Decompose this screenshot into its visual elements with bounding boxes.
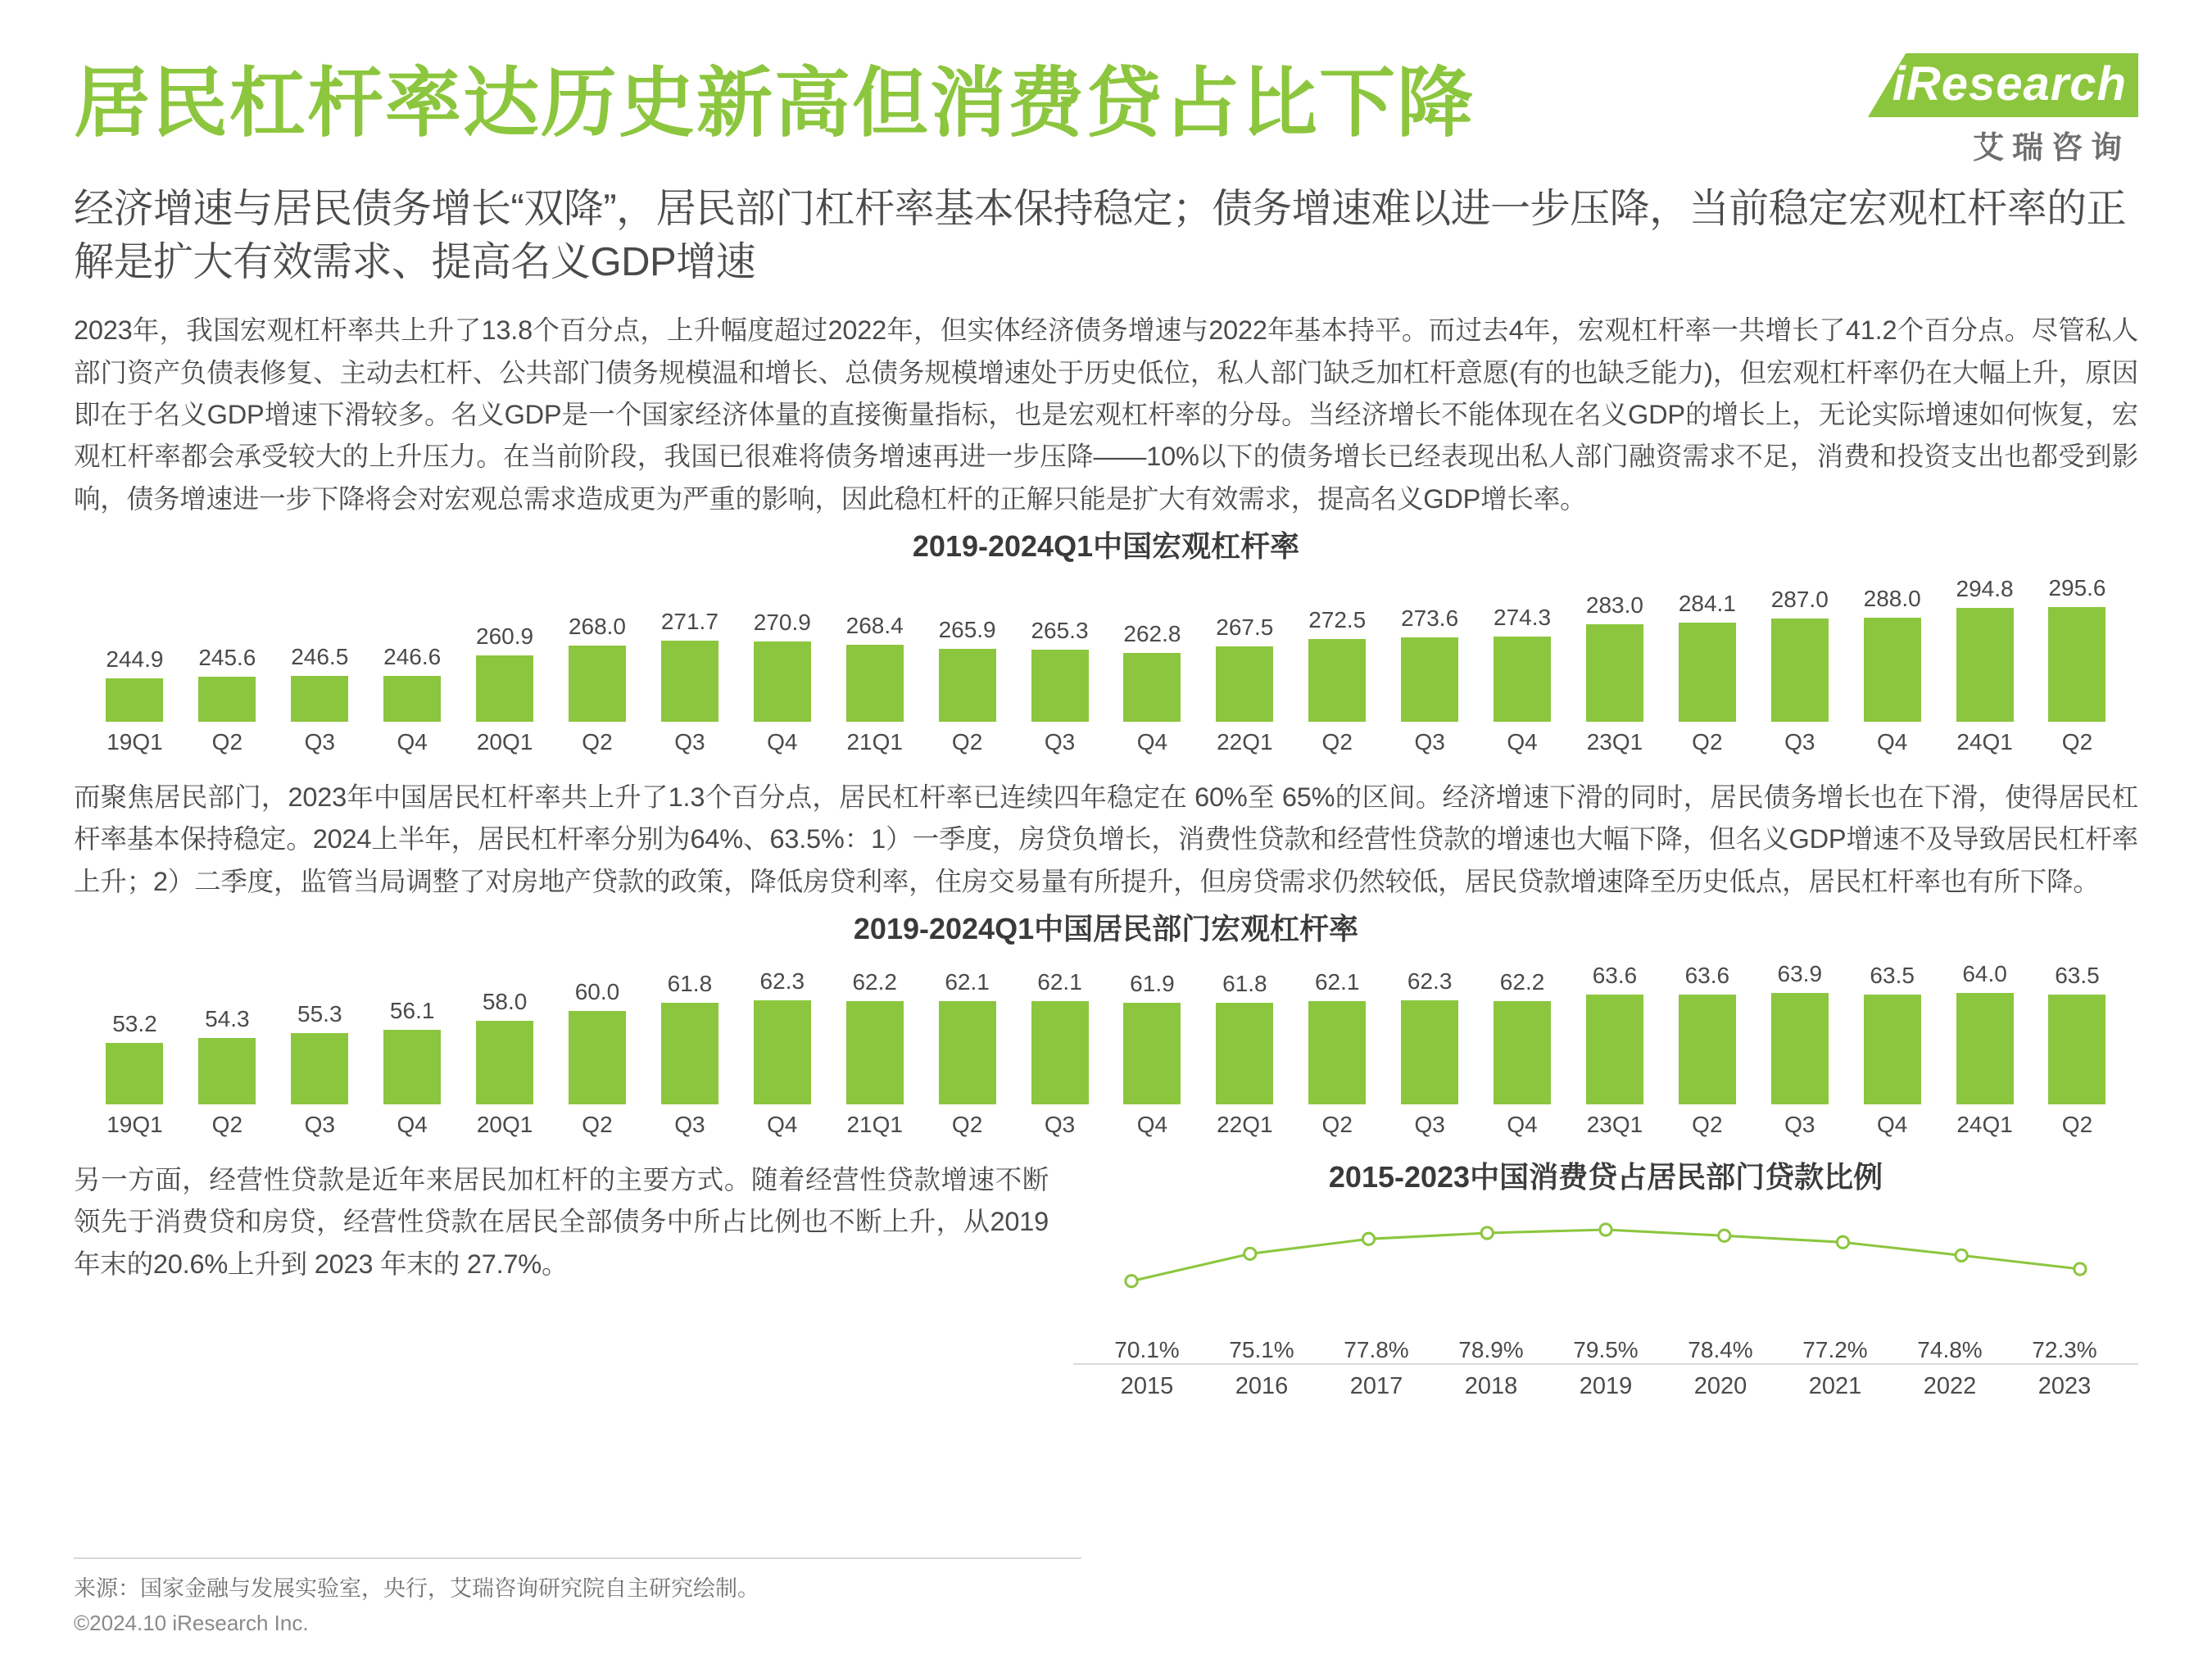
bar-value-label: 272.5 [1308,607,1367,633]
bar [846,1001,904,1104]
header [74,45,2138,168]
bar [1586,624,1643,722]
bar-column [1013,953,1106,1104]
chart-3-value-labels [1073,1337,2138,1363]
page-title: 居民杠杆率达历史新高但消费贷占比下降 [74,61,1475,146]
bar-column [1753,953,1846,1104]
bar [1771,993,1829,1104]
bar-column [921,953,1013,1104]
axis-tick-label: Q3 [1044,1112,1076,1138]
bar-column [828,953,921,1104]
bar-column [1476,570,1569,722]
axis-tick-label: Q2 [951,1112,983,1138]
bar [383,676,441,722]
axis-tick-label: Q4 [1136,1112,1168,1138]
axis-tick-label: Q4 [767,729,798,755]
bar-value-label: 62.3 [759,968,805,995]
axis-tick-label: 21Q1 [846,1112,903,1138]
bar [939,1001,996,1104]
bar-value-label: 58.0 [482,988,528,1014]
bar-column [551,570,644,722]
bar-column [1384,570,1476,722]
bar [846,645,904,722]
bar-column [181,570,274,722]
bar-column [1569,570,1661,722]
axis-tick-label: Q2 [1321,729,1353,755]
line-data-point [1126,1276,1137,1287]
axis-tick-label: Q4 [767,1112,798,1138]
bar-column [459,570,551,722]
axis-tick-label: 22Q1 [1217,729,1273,755]
axis-tick-label: 22Q1 [1217,1112,1273,1138]
bar-column [1938,953,2031,1104]
bar [1401,637,1458,722]
bar-column [1569,953,1661,1104]
bar [1123,1003,1181,1105]
line-value-label: 72.3% [2032,1337,2097,1363]
bar-value-label: 63.5 [2055,963,2100,989]
chart-3-wrap [1073,1201,2138,1400]
bar-column [366,953,459,1104]
bar-column [274,953,366,1104]
bar-value-label: 262.8 [1123,620,1181,646]
bar-column [1106,570,1199,722]
bar-column [88,570,181,722]
iresearch-logo [1868,53,2138,165]
line-value-label: 77.2% [1802,1337,1868,1363]
axis-tick-label: 21Q1 [846,729,903,755]
bar-value-label: 284.1 [1678,591,1736,617]
bar-value-label: 294.8 [1956,575,2014,601]
bar [754,641,811,722]
axis-tick-label: 2016 [1235,1373,1289,1400]
source-note: 来源：国家金融与发展实验室，央行，艾瑞咨询研究院自主研究绘制。 [74,1557,1081,1602]
line-chart-svg [1073,1201,2138,1301]
bar-value-label: 62.1 [1314,969,1360,995]
axis-tick-label: Q2 [1692,1112,1723,1138]
bar [1031,650,1089,723]
bar-value-label: 63.6 [1592,962,1638,988]
bottom-section [74,1151,2138,1400]
bar-value-label: 62.3 [1407,968,1453,995]
axis-tick-label: 19Q1 [107,1112,163,1138]
bar-column [1013,570,1106,722]
bar-column [643,570,736,722]
bar [1586,995,1643,1104]
line-data-point [1719,1230,1730,1241]
axis-tick-label: Q3 [304,729,335,755]
bar-value-label: 64.0 [1962,960,2007,986]
bar [1771,619,1829,722]
axis-tick-label: Q4 [1507,729,1538,755]
bar [1494,1001,1551,1104]
logo-text: iResearch [1892,57,2127,111]
bar-column [643,953,736,1104]
chart-3-axis-labels [1073,1363,2138,1400]
axis-tick-label: 2022 [1923,1373,1977,1400]
axis-tick-label: Q4 [397,1112,428,1138]
line-value-label: 75.1% [1229,1337,1294,1363]
axis-tick-label: 2020 [1693,1373,1747,1400]
bar-value-label: 56.1 [389,997,435,1023]
bar-value-label: 246.5 [291,643,349,669]
copyright-note: ©2024.10 iResearch Inc. [74,1611,309,1635]
bar-value-label: 267.5 [1216,614,1274,640]
bar-value-label: 63.6 [1684,962,1730,988]
axis-tick-label: Q2 [211,1112,243,1138]
bar-value-label: 54.3 [205,1005,250,1031]
bar-value-label: 265.9 [938,616,996,642]
bar-column [1661,570,1753,722]
bar [2048,995,2105,1104]
chart-3-line [1073,1201,2138,1340]
bar-value-label: 268.0 [568,613,627,639]
axis-tick-label: Q2 [2061,729,2093,755]
paragraph-1: 2023年，我国宏观杠杆率共上升了13.8个百分点，上升幅度超过2022年，但实体经济债务增速与2022年基本持平。而过去4年，宏观杠杆率一共增长了41.2个百分点。尽管私人部门资产负债表修复、主动去杠杆、公共部门债务规模温和增长、总债务规模增速处于历史低位，私人部门缺乏加杠杆意愿(有的也缺乏能力)，但宏观杠杆率仍在大幅上升，原因即在于名义GDP增速下滑较多。名义GDP是一个国家经济体量的直接衡量指标，也是宏观杠杆率的分母。当经济增长不能体现在名义GDP的增长上，无论实际增速如何恢复，宏观杠杆率都会承受较大的上升压力。在当前阶段，我国已很难将债务增速再进一步压降——10%以下的债务增长已经表现出私人部门融资需求不足，消费和投资支出也都受到影响，债务增速进一步下降将会对宏观总需求造成更为严重的影响，因此稳杠杆的正解只能是扩大有效需求，提高名义GDP增长率。 [74,315,2138,514]
chart-macro-leverage [74,524,2138,755]
axis-tick-label: Q2 [1692,729,1723,755]
axis-tick-label: Q3 [1784,729,1815,755]
bar-column [2031,953,2124,1104]
axis-tick-label: Q2 [582,729,613,755]
bar [291,676,348,722]
bar [1031,1001,1089,1104]
line-value-label: 78.9% [1458,1337,1524,1363]
line-value-label: 74.8% [1917,1337,1983,1363]
axis-tick-label: 2021 [1808,1373,1862,1400]
bar-value-label: 265.3 [1031,617,1089,643]
axis-tick-label: 23Q1 [1586,1112,1643,1138]
axis-tick-label: Q4 [1876,1112,1908,1138]
bar [1216,1003,1273,1104]
bar-value-label: 62.2 [852,968,897,995]
bar [1123,653,1181,722]
line-data-point [1956,1249,1967,1261]
line-data-point [2074,1263,2086,1275]
bar-value-label: 287.0 [1770,587,1829,613]
axis-tick-label: Q4 [1876,729,1908,755]
line-data-point [1362,1233,1374,1244]
axis-tick-label: 19Q1 [107,729,163,755]
bar-value-label: 61.9 [1130,970,1175,996]
bar-value-label: 268.4 [845,613,904,639]
bar-column [1106,953,1199,1104]
bar [754,1000,811,1104]
bar-column [1476,953,1569,1104]
chart-1-bars [74,570,2138,722]
bar [476,655,533,722]
chart-2-axis-labels [74,1112,2138,1138]
bar-value-label: 244.9 [106,646,164,672]
bar-value-label: 63.9 [1777,961,1823,987]
bar-column [1384,953,1476,1104]
bar [1679,995,1736,1104]
bar [1864,995,1921,1104]
bar-value-label: 60.0 [574,979,620,1005]
paragraph-2: 而聚焦居民部门，2023年中国居民杠杆率共上升了1.3个百分点，居民杠杆率已连续四年稳定在 60%至 65%的区间。经济增速下滑的同时，居民债务增长也在下滑，使得居民杠杆率基本保持稳定。2024上半年，居民杠杆率分别为64%、63.5%：1）一季度，房贷负增长，消费性贷款和经营性贷款的增速也大幅下降，但名义GDP增速不及导致居民杠杆率上升；2）二季度，监管当局调整了对房地产贷款的政策，降低房贷利率，住房交易量有所提升，但房贷需求仍然较低，居民贷款增速降至历史低点，居民杠杆率也有所下降。 [74,782,2138,896]
bar [1401,1000,1458,1104]
bar-value-label: 61.8 [1222,971,1267,997]
axis-tick-label: 2017 [1349,1373,1403,1400]
chart-1-title: 2019-2024Q1中国宏观杠杆率 [912,529,1300,564]
axis-tick-label: Q3 [674,729,705,755]
bar [383,1030,441,1104]
chart-2-bars [74,953,2138,1104]
line-data-point [1600,1224,1611,1235]
bar [661,641,718,722]
axis-tick-label: Q4 [1136,729,1168,755]
bottom-left-text [74,1151,1073,1400]
axis-tick-label: 2018 [1464,1373,1518,1400]
axis-tick-label: Q2 [951,729,983,755]
axis-tick-label: Q3 [304,1112,335,1138]
bar-value-label: 274.3 [1494,605,1552,631]
bar-column [828,570,921,722]
bar-value-label: 260.9 [476,623,534,650]
bar-value-label: 273.6 [1401,605,1459,632]
bar-column [88,953,181,1104]
bar [569,1011,626,1104]
bar-value-label: 271.7 [660,608,718,634]
logo-subtitle: 艾瑞咨询 [1972,131,2130,165]
bar [569,646,626,722]
bar-column [181,953,274,1104]
axis-tick-label: Q3 [1784,1112,1815,1138]
bar [291,1033,348,1104]
bar [476,1021,533,1104]
axis-tick-label: 24Q1 [1956,729,2013,755]
footer [74,1557,1081,1636]
bar-column [736,953,828,1104]
bar-value-label: 62.1 [1037,969,1082,995]
bar-column [1199,953,1291,1104]
bar [198,677,256,722]
bar-value-label: 63.5 [1870,963,1915,989]
bar [1494,637,1551,722]
bar [1864,618,1921,722]
line-series-path [1131,1230,2080,1281]
bar [2048,607,2105,722]
bar-value-label: 246.6 [383,643,442,669]
bar [1308,1001,1366,1104]
bar-column [1291,953,1384,1104]
line-value-label: 79.5% [1573,1337,1639,1363]
bar-column [1753,570,1846,722]
bar-value-label: 288.0 [1863,585,1921,611]
bar [106,1043,163,1104]
bar [106,678,163,723]
axis-tick-label: Q2 [582,1112,613,1138]
bar-column [459,953,551,1104]
bar-value-label: 295.6 [2048,574,2106,601]
bar [1956,993,2014,1105]
axis-tick-label: Q2 [2061,1112,2093,1138]
bar-column [1661,953,1753,1104]
bar [1679,623,1736,722]
axis-tick-label: 2023 [2037,1373,2092,1400]
axis-tick-label: 23Q1 [1586,729,1643,755]
axis-tick-label: Q4 [1507,1112,1538,1138]
axis-tick-label: Q3 [1414,729,1445,755]
bar [1216,646,1273,722]
chart-3-title: 2015-2023中国消费贷占居民部门贷款比例 [1328,1160,1883,1194]
line-data-point [1244,1248,1256,1259]
bar-column [736,570,828,722]
line-data-point [1481,1227,1493,1239]
line-value-label: 78.4% [1688,1337,1753,1363]
bar-value-label: 283.0 [1585,592,1643,619]
bar-column [1938,570,2031,722]
bar-value-label: 55.3 [297,1001,342,1027]
bar-value-label: 270.9 [753,609,811,635]
paragraph-3: 另一方面，经营性贷款是近年来居民加杠杆的主要方式。随着经营性贷款增速不断领先于消费贷和房贷，经营性贷款在居民全部债务中所占比例也不断上升，从2019年末的20.6%上升到 2023 年末的 27.7%。 [74,1165,1049,1279]
axis-tick-label: Q3 [674,1112,705,1138]
chart-2-title: 2019-2024Q1中国居民部门宏观杠杆率 [853,912,1359,946]
bar-value-label: 62.2 [1499,968,1545,995]
bar-column [2031,570,2124,722]
axis-tick-label: 2019 [1579,1373,1633,1400]
chart-1-axis-labels [74,729,2138,755]
line-value-label: 77.8% [1344,1337,1409,1363]
bar-column [921,570,1013,722]
axis-tick-label: 20Q1 [476,1112,533,1138]
axis-tick-label: Q2 [211,729,243,755]
axis-tick-label: 20Q1 [476,729,533,755]
line-value-label: 70.1% [1114,1337,1180,1363]
axis-tick-label: Q4 [397,729,428,755]
bar [1308,639,1366,722]
bar [939,649,996,723]
chart-household-leverage [74,906,2138,1138]
axis-tick-label: 24Q1 [1956,1112,2013,1138]
bar-column [551,953,644,1104]
bar-column [1846,953,1938,1104]
axis-tick-label: Q3 [1044,729,1076,755]
bar [198,1038,256,1104]
axis-tick-label: Q2 [1321,1112,1353,1138]
bar-column [1199,570,1291,722]
subtitle: 经济增速与居民债务增长“双降”，居民部门杠杆率基本保持稳定；债务增速难以进一步压降，当前稳定宏观杠杆率的正解是扩大有效需求、提高名义GDP增速 [74,187,2127,284]
bar-column [274,570,366,722]
bar [661,1003,718,1104]
line-data-point [1837,1236,1848,1248]
chart-consumer-loan-share [1073,1151,2138,1400]
bar-column [366,570,459,722]
bar [1956,608,2014,722]
bar-value-label: 53.2 [112,1011,157,1037]
axis-tick-label: 2015 [1120,1373,1174,1400]
bar-column [1846,570,1938,722]
bar-value-label: 61.8 [667,971,713,997]
axis-tick-label: Q3 [1414,1112,1445,1138]
bar-value-label: 245.6 [198,645,256,671]
bar-value-label: 62.1 [945,969,990,995]
bar-column [1291,570,1384,722]
